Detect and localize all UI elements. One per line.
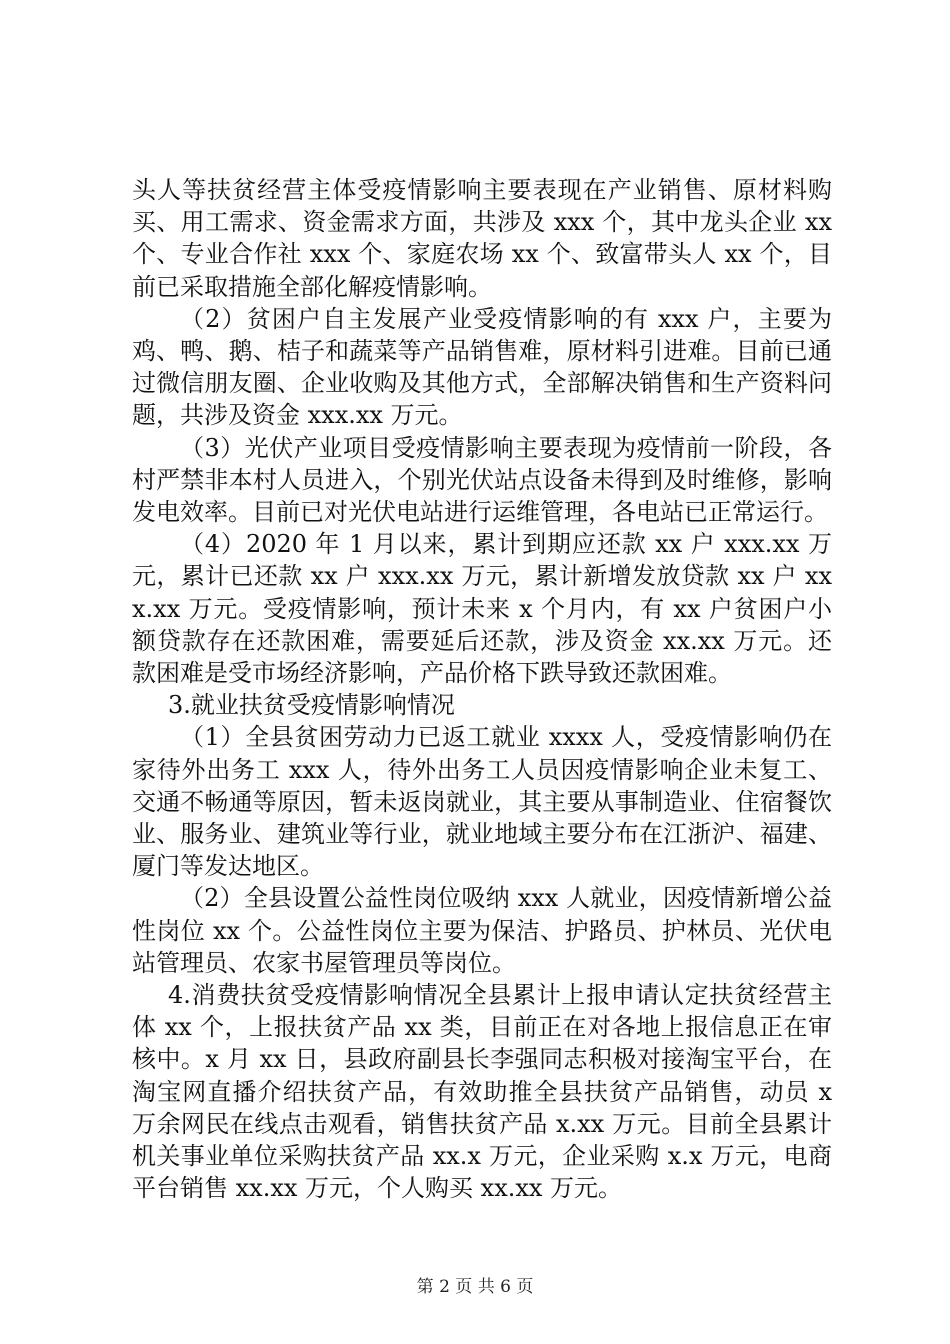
paragraph-item-3: （3）光伏产业项目受疫情影响主要表现为疫情前一阶段，各村严禁非本村人员进入，个别光伏站点设备未得到及时维修，影响发电效率。目前已对光伏电站进行运维管理，各电站已正常运行。	[132, 433, 832, 527]
paragraph-item-2: （2）贫困户自主发展产业受疫情影响的有 xxx 户，主要为鸡、鸭、鹅、桔子和蔬菜等产品销售难，原材料引进难。目前已通过微信朋友圈、企业收购及其他方式，全部解决销售和生产资料问题，共涉及资金 xxx.xx 万元。	[132, 304, 832, 430]
paragraph-item-4: （4）2020 年 1 月以来，累计到期应还款 xx 户 xxx.xx 万元，累计已还款 xx 户 xxx.xx 万元，累计新增发放贷款 xx 户 xxx.xx 万元。受疫情影响，预计未来 x 个月内，有 xx 户贫困户小额贷款存在还款困难，需要延后还款，涉及资金 xx.xx 万元。还款困难是受市场经济影响，产品价格下跌导致还款困难。	[132, 530, 832, 688]
section-heading-employment: 3.就业扶贫受疫情影响情况	[168, 691, 455, 720]
document-body	[132, 174, 832, 1205]
page-number-label: 第 2 页 共 6 页	[416, 1277, 534, 1297]
paragraph-consumption: 4.消费扶贫受疫情影响情况全县累计上报申请认定扶贫经营主体 xx 个，上报扶贫产品 xx 类，目前正在对各地上报信息正在审核中。x 月 xx 日，县政府副县长李强同志积极对接淘宝平台，在淘宝网直播介绍扶贫产品，有效助推全县扶贫产品销售，动员 x 万余网民在线点击观看，销售扶贫产品 x.xx 万元。目前全县累计机关事业单位采购扶贫产品 xx.x 万元，企业采购 x.x 万元，电商平台销售 xx.xx 万元，个人购买 xx.xx 万元。	[132, 981, 832, 1203]
paragraph-employment-1: （1）全县贫困劳动力已返工就业 xxxx 人，受疫情影响仍在家待外出务工 xxx 人，待外出务工人员因疫情影响企业未复工、交通不畅通等原因，暂未返岗就业，其主要从事制造业、住宿餐饮业、服务业、建筑业等行业，就业地域主要分布在江浙沪、福建、厦门等发达地区。	[132, 723, 832, 881]
paragraph-employment-2: （2）全县设置公益性岗位吸纳 xxx 人就业，因疫情新增公益性岗位 xx 个。公益性岗位主要为保洁、护路员、护林员、光伏电站管理员、农家书屋管理员等岗位。	[132, 884, 832, 977]
page-footer	[0, 1277, 950, 1297]
paragraph-continuation: 头人等扶贫经营主体受疫情影响主要表现在产业销售、原材料购买、用工需求、资金需求方面，共涉及 xxx 个，其中龙头企业 xx 个、专业合作社 xxx 个、家庭农场 xx 个、致富带头人 xx 个，目前已采取措施全部化解疫情影响。	[132, 176, 832, 301]
